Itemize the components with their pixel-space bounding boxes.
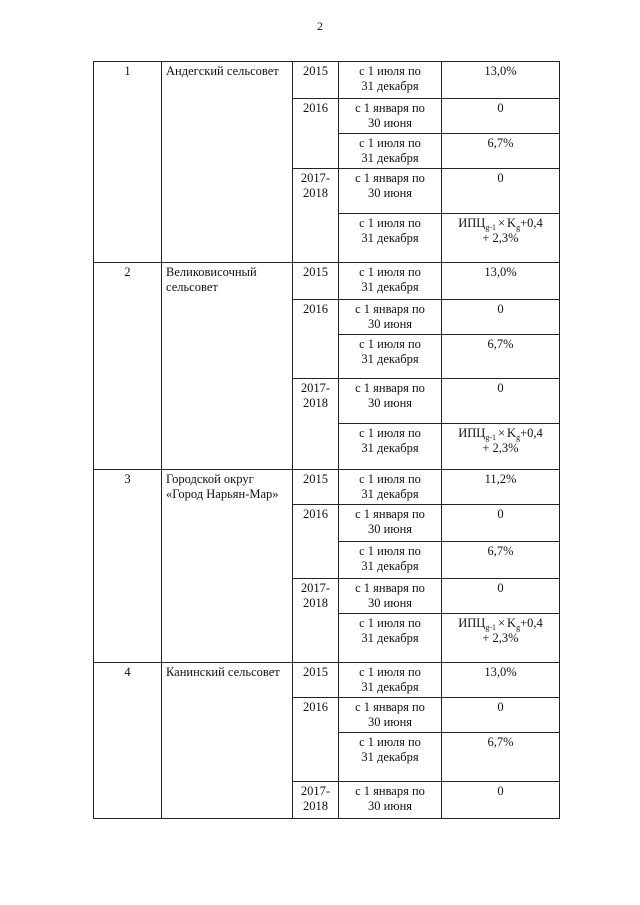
period-cell: с 1 января по 30 июня	[339, 99, 442, 134]
period-cell: с 1 января по 30 июня	[339, 379, 442, 424]
table-row	[94, 263, 560, 300]
rate-cell: 6,7%	[442, 335, 560, 379]
rate-cell	[442, 614, 560, 663]
rate-cell: 0	[442, 579, 560, 614]
municipality-name: Канинский сельсовет	[162, 663, 293, 819]
period-cell: с 1 июля по 31 декабря	[339, 263, 442, 300]
formula-k-sub: g	[516, 223, 521, 232]
municipality-name: Андегский сельсовет	[162, 62, 293, 263]
growth-formula	[458, 616, 543, 646]
rate-cell	[442, 424, 560, 470]
formula-line2: + 2,3%	[482, 231, 519, 245]
formula-plus: +0,4	[520, 216, 543, 230]
year-cell: 2015	[293, 263, 339, 300]
period-cell: с 1 июля по 31 декабря	[339, 214, 442, 263]
formula-cpi-sub: g-1	[485, 433, 496, 442]
formula-plus: +0,4	[520, 616, 543, 630]
formula-cpi: ИПЦ	[458, 216, 486, 230]
rate-cell: 0	[442, 99, 560, 134]
formula-times: ×	[497, 426, 506, 440]
municipality-name: Городской округ «Город Нарьян-Мар»	[162, 470, 293, 663]
formula-k: K	[507, 216, 517, 230]
rate-cell: 6,7%	[442, 134, 560, 169]
rate-cell: 0	[442, 379, 560, 424]
rate-cell: 6,7%	[442, 542, 560, 579]
rate-cell: 13,0%	[442, 263, 560, 300]
period-cell: с 1 января по 30 июня	[339, 698, 442, 733]
year-cell: 2017- 2018	[293, 379, 339, 470]
formula-k-sub: g	[516, 433, 521, 442]
period-cell: с 1 января по 30 июня	[339, 169, 442, 214]
period-cell: с 1 января по 30 июня	[339, 782, 442, 819]
table-row	[94, 470, 560, 505]
period-cell: с 1 июля по 31 декабря	[339, 470, 442, 505]
period-cell: с 1 июля по 31 декабря	[339, 542, 442, 579]
formula-k: K	[507, 426, 517, 440]
period-cell: с 1 января по 30 июня	[339, 505, 442, 542]
row-number: 2	[94, 263, 162, 470]
rate-cell: 0	[442, 300, 560, 335]
formula-cpi: ИПЦ	[458, 616, 486, 630]
rate-cell: 0	[442, 782, 560, 819]
page-number: 2	[317, 19, 323, 33]
formula-cpi-sub: g-1	[485, 623, 496, 632]
period-cell: с 1 июля по 31 декабря	[339, 614, 442, 663]
period-cell: с 1 июля по 31 декабря	[339, 335, 442, 379]
period-cell: с 1 января по 30 июня	[339, 579, 442, 614]
formula-cpi: ИПЦ	[458, 426, 486, 440]
growth-formula	[458, 216, 543, 246]
year-cell: 2017- 2018	[293, 782, 339, 819]
rate-cell: 13,0%	[442, 62, 560, 99]
period-cell: с 1 января по 30 июня	[339, 300, 442, 335]
year-cell: 2016	[293, 698, 339, 782]
year-cell: 2016	[293, 505, 339, 579]
period-cell: с 1 июля по 31 декабря	[339, 62, 442, 99]
period-cell: с 1 июля по 31 декабря	[339, 134, 442, 169]
rate-cell	[442, 214, 560, 263]
formula-plus: +0,4	[520, 426, 543, 440]
period-cell: с 1 июля по 31 декабря	[339, 733, 442, 782]
formula-times: ×	[497, 216, 506, 230]
formula-k: K	[507, 616, 517, 630]
municipality-name: Великовисочный сельсовет	[162, 263, 293, 470]
year-cell: 2015	[293, 470, 339, 505]
row-number: 1	[94, 62, 162, 263]
rate-cell: 0	[442, 505, 560, 542]
growth-formula	[458, 426, 543, 456]
rate-cell: 0	[442, 169, 560, 214]
period-cell: с 1 июля по 31 декабря	[339, 424, 442, 470]
rate-cell: 13,0%	[442, 663, 560, 698]
formula-cpi-sub: g-1	[485, 223, 496, 232]
year-cell: 2015	[293, 663, 339, 698]
tariff-table	[93, 61, 560, 819]
rate-cell: 6,7%	[442, 733, 560, 782]
period-cell: с 1 июля по 31 декабря	[339, 663, 442, 698]
year-cell: 2016	[293, 300, 339, 379]
rate-cell: 11,2%	[442, 470, 560, 505]
formula-times: ×	[497, 616, 506, 630]
year-cell: 2016	[293, 99, 339, 169]
rate-cell: 0	[442, 698, 560, 733]
row-number: 4	[94, 663, 162, 819]
table-row	[94, 62, 560, 99]
year-cell: 2017- 2018	[293, 169, 339, 263]
year-cell: 2017- 2018	[293, 579, 339, 663]
row-number: 3	[94, 470, 162, 663]
year-cell: 2015	[293, 62, 339, 99]
table-row	[94, 663, 560, 698]
formula-line2: + 2,3%	[482, 631, 519, 645]
formula-k-sub: g	[516, 623, 521, 632]
formula-line2: + 2,3%	[482, 441, 519, 455]
